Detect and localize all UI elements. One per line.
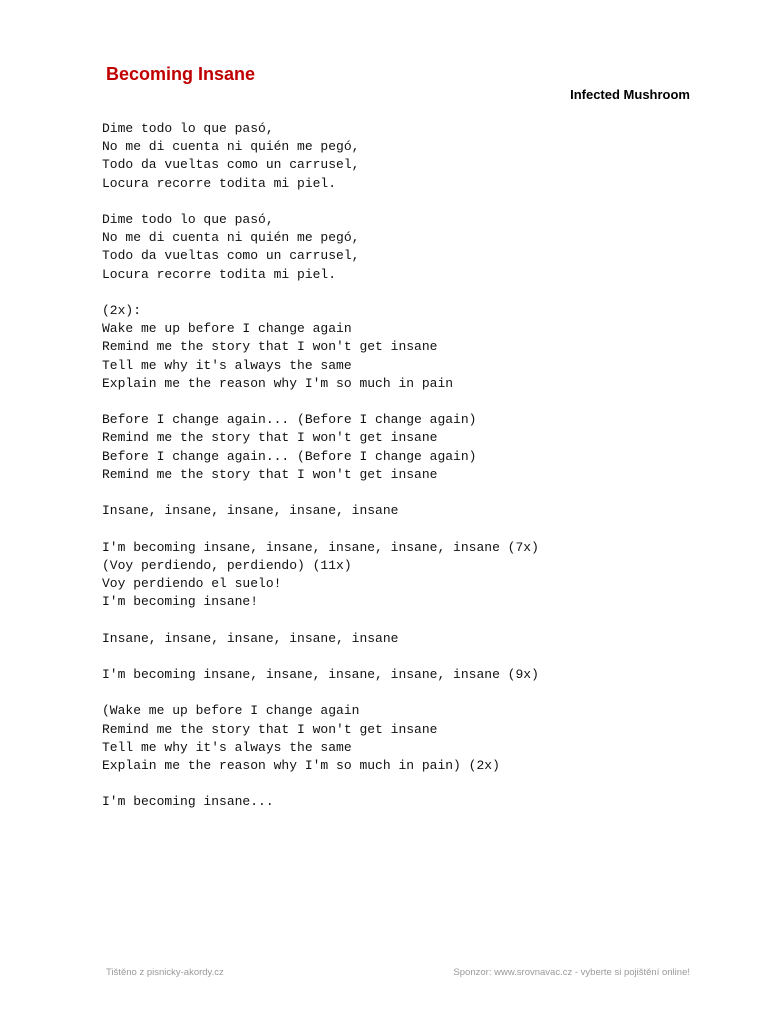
lyric-line: No me di cuenta ni quién me pegó, [102, 139, 360, 155]
lyric-line: Insane, insane, insane, insane, insane [102, 503, 399, 519]
stanza [102, 302, 702, 393]
lyric-line: Dime todo lo que pasó, [102, 212, 274, 227]
lyric-line: I'm becoming insane, insane, insane, insane, insane (7x) [102, 539, 539, 555]
artist-name: Infected Mushroom [570, 87, 690, 102]
stanza [102, 666, 702, 684]
lyric-line: Before I change again... (Before I change again) [102, 448, 477, 464]
lyric-line: Insane, insane, insane, insane, insane [102, 630, 399, 646]
lyric-line: Explain me the reason why I'm so much in pain) (2x) [102, 757, 500, 773]
lyric-line: No me di cuenta ni quién me pegó, [102, 230, 360, 246]
stanza [102, 211, 702, 284]
lyric-line: Voy perdiendo el suelo! [102, 576, 282, 591]
lyric-line: Remind me the story that I won't get insane [102, 339, 438, 355]
lyric-line: Remind me the story that I won't get insane [102, 430, 438, 446]
lyric-line: Remind me the story that I won't get insane [102, 466, 438, 482]
lyric-line: Wake me up before I change again [102, 321, 352, 337]
lyric-line: Todo da vueltas como un carrusel, [102, 157, 360, 173]
lyric-line: Tell me why it's always the same [102, 357, 352, 373]
lyric-line: (Voy perdiendo, perdiendo) (11x) [102, 557, 352, 573]
lyrics-body [102, 120, 702, 830]
lyric-line: Before I change again... (Before I change again) [102, 412, 477, 428]
lyric-line: Remind me the story that I won't get insane [102, 721, 438, 737]
song-title: Becoming Insane [106, 64, 256, 84]
lyric-line: Tell me why it's always the same [102, 739, 352, 755]
footer-sponsor: Sponzor: www.srovnavac.cz - vyberte si pojištění online! [453, 967, 690, 978]
lyric-line: I'm becoming insane, insane, insane, insane, insane (9x) [102, 666, 539, 682]
lyric-line: (Wake me up before I change again [102, 703, 360, 719]
lyric-line: Locura recorre todita mi piel. [102, 266, 337, 282]
lyric-line: I'm becoming insane! [102, 594, 259, 610]
footer-printed-from: Tištěno z pisnicky-akordy.cz [106, 967, 224, 978]
lyric-line: I'm becoming insane... [102, 794, 274, 810]
stanza [102, 502, 702, 520]
stanza [102, 411, 702, 484]
lyric-line: Explain me the reason why I'm so much in pain [102, 375, 454, 391]
lyric-line: Locura recorre todita mi piel. [102, 175, 337, 191]
lyric-line: (2x): [102, 303, 142, 318]
stanza [102, 539, 702, 612]
stanza [102, 793, 702, 811]
stanza [102, 120, 702, 193]
stanza [102, 702, 702, 775]
stanza [102, 630, 702, 648]
lyric-line: Todo da vueltas como un carrusel, [102, 248, 360, 264]
lyric-line: Dime todo lo que pasó, [102, 121, 274, 136]
